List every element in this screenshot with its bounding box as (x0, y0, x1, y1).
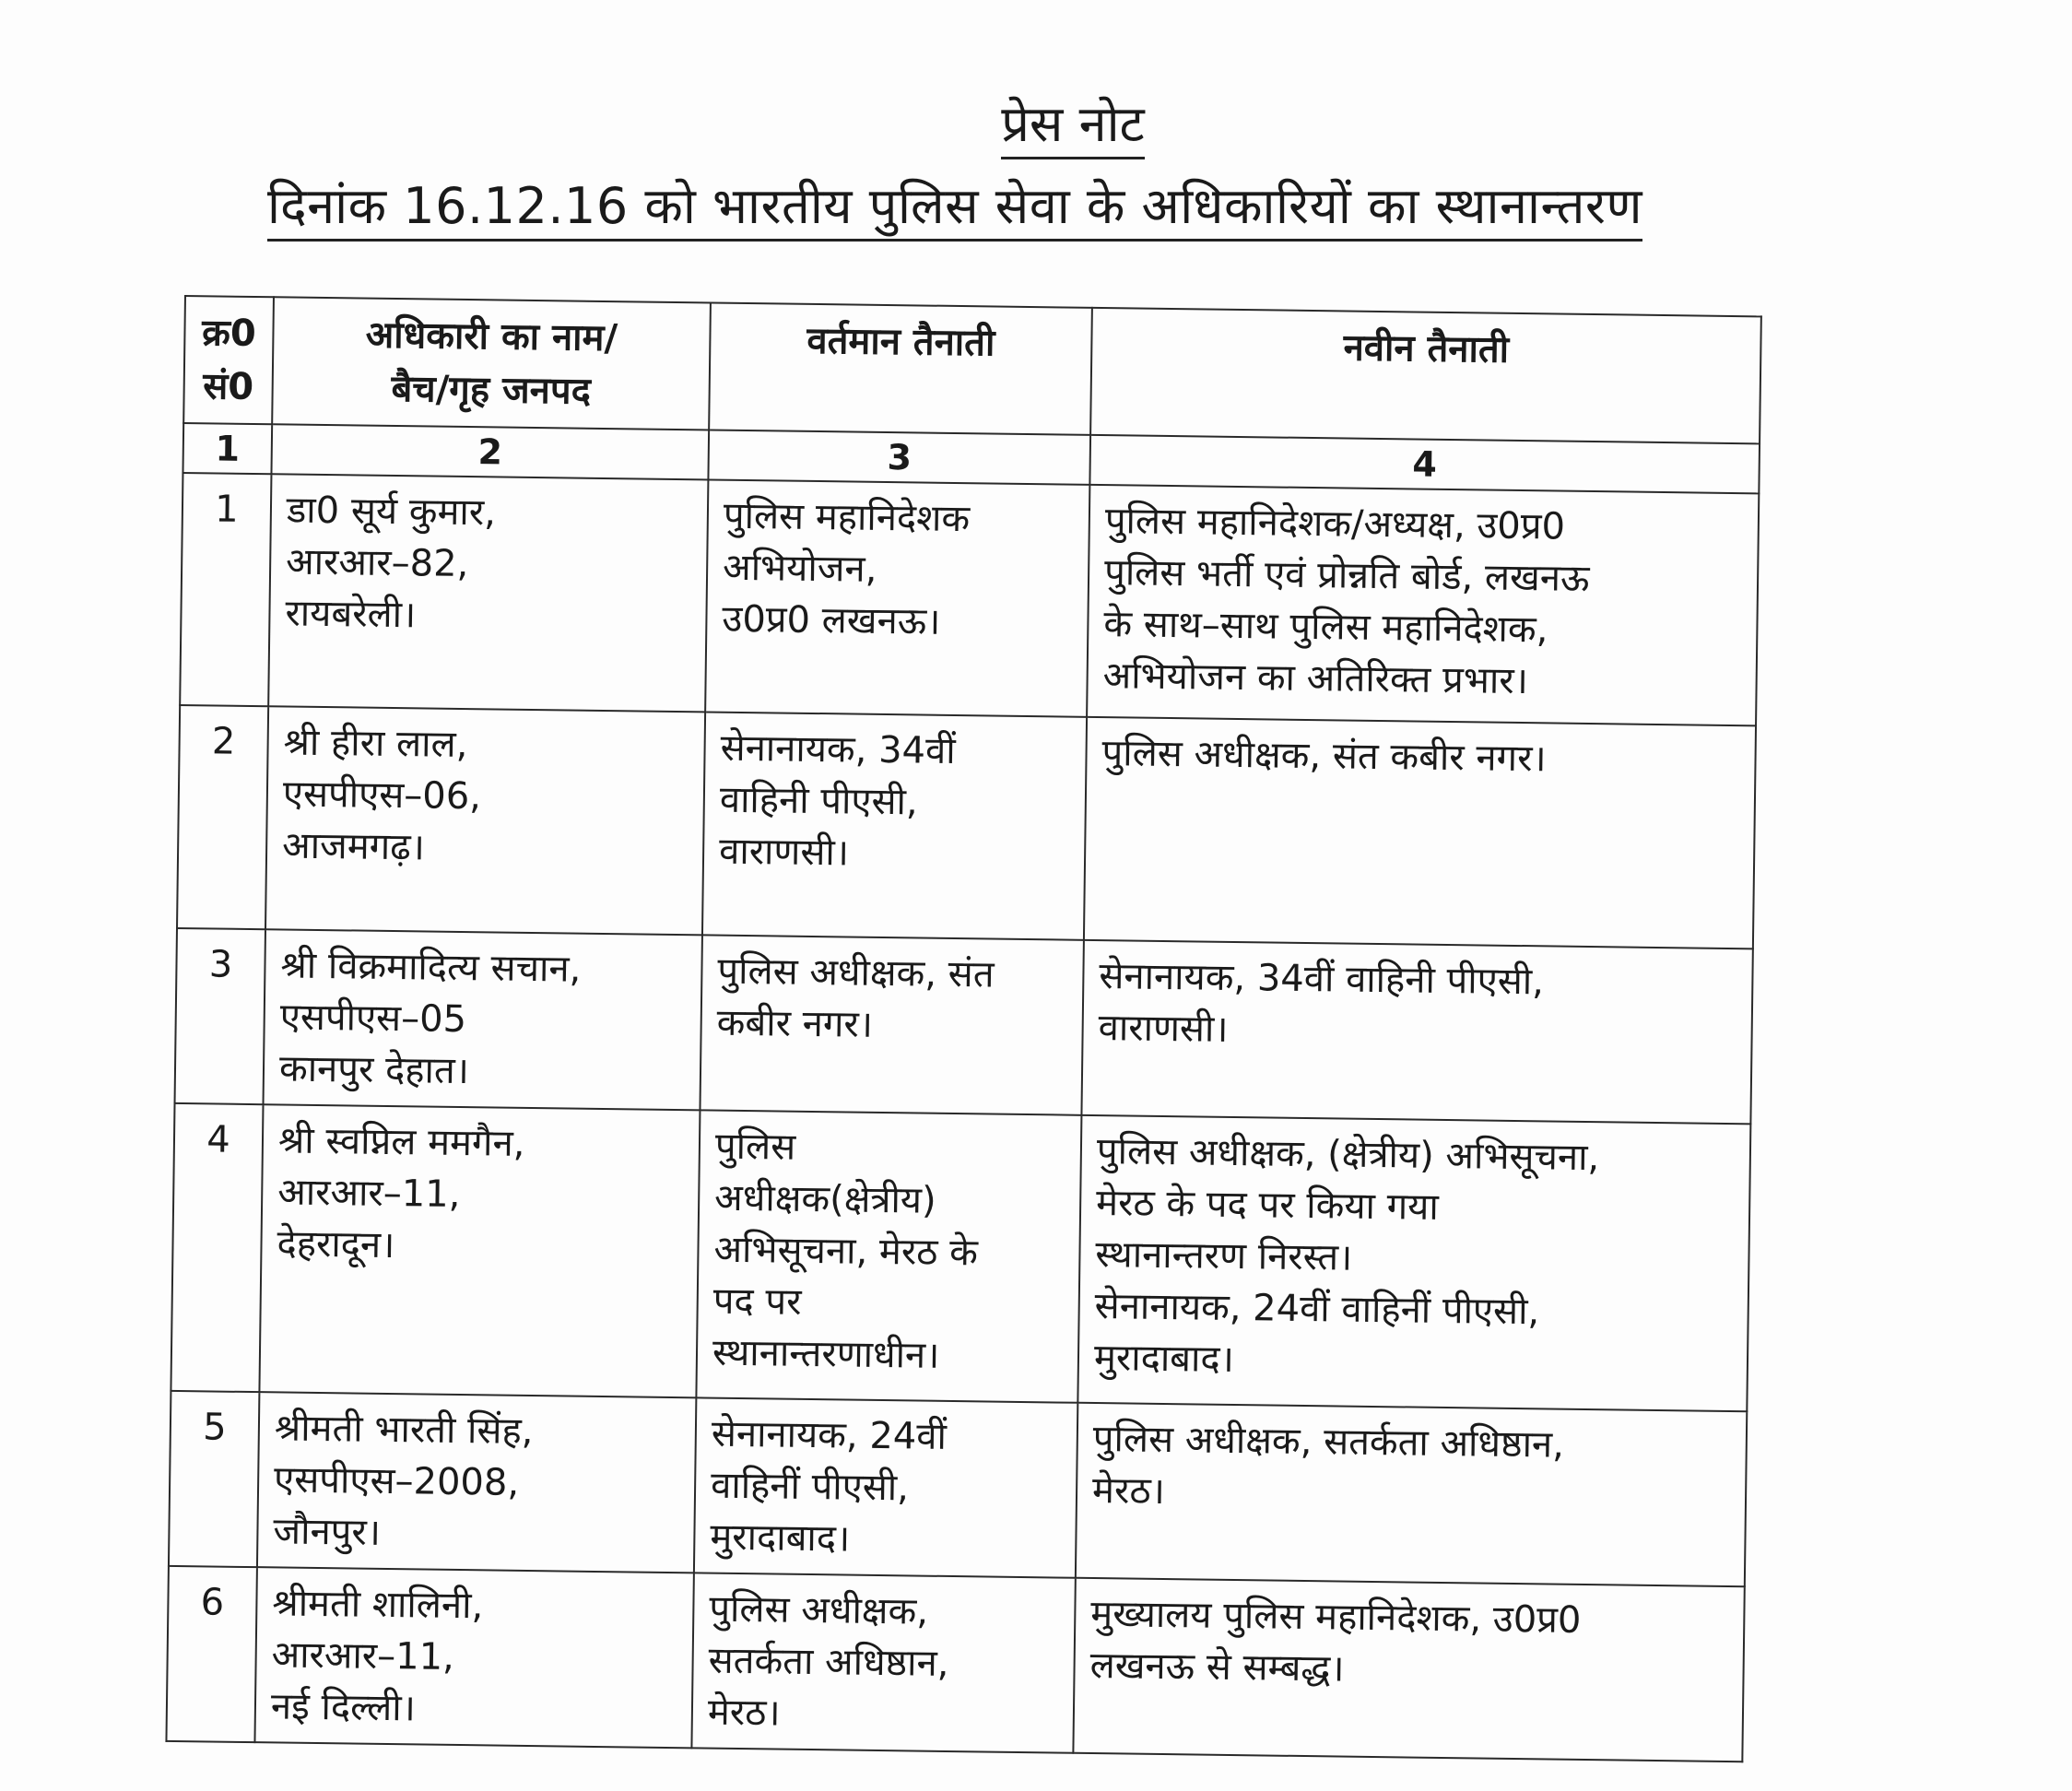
current-posting-cell-line: मेरठ। (707, 1691, 781, 1735)
column-number: 1 (182, 423, 272, 474)
serial-number-cell: 1 (180, 473, 271, 706)
page-title: प्रेस नोट (37, 92, 2072, 157)
new-posting-cell (1087, 485, 1759, 725)
officer-name-cell-line: श्री स्वप्निल ममगैन, (277, 1119, 525, 1165)
officer-name-cell-line: डा0 सूर्य कुमार, (286, 489, 497, 535)
header-officer-name: अधिकारी का नाम/ बैच/गृह जनपद (272, 297, 711, 430)
serial-number-cell: 2 (177, 705, 268, 929)
new-posting-cell-line: वाराणसी। (1098, 1007, 1229, 1051)
new-posting-cell (1073, 1578, 1744, 1762)
new-posting-cell-line: स्थानान्तरण निरस्त। (1095, 1233, 1353, 1279)
officer-name-cell-line: एसपीएस–06, (282, 772, 482, 819)
officer-name-cell (257, 1392, 696, 1573)
new-posting-cell (1076, 1403, 1747, 1586)
new-posting-cell-line: पुलिस अधीक्षक, सतर्कता अधिष्ठान, (1092, 1418, 1565, 1467)
officer-name-cell (268, 474, 708, 712)
new-posting-cell-line: अभियोजन का अतिरिक्त प्रभार। (1102, 654, 1529, 703)
table-header-row (183, 296, 1761, 443)
new-posting-cell-line: मेरठ। (1091, 1469, 1166, 1514)
current-posting-cell-line: पुलिस अधीक्षक, (709, 1587, 929, 1633)
new-posting-cell-line: मेरठ के पद पर किया गया (1095, 1182, 1440, 1229)
officer-name-cell (254, 1567, 693, 1748)
current-posting-cell-line: स्थानान्तरणाधीन। (712, 1331, 940, 1377)
new-posting-cell-line: मुरादाबाद। (1093, 1337, 1235, 1382)
officer-name-cell-line: जौनपुर। (273, 1510, 382, 1554)
current-posting-cell (705, 479, 1089, 716)
current-posting-cell-line: उ0प्र0 लखनऊ। (722, 597, 941, 643)
officer-name-cell-line: श्री हीरा लाल, (283, 721, 468, 767)
current-posting-cell-line: अभियोजन, (722, 546, 877, 591)
current-posting-cell (696, 1110, 1081, 1402)
header-serial-number: क्र0 सं0 (183, 296, 274, 424)
page-subtitle: दिनांक 16.12.16 को भारतीय पुलिस सेवा के अधिकारियों का स्थानान्तरण (0, 173, 2072, 240)
current-posting-cell-line: पद पर (712, 1279, 802, 1324)
officer-name-cell-line: आरआर–82, (285, 540, 469, 586)
current-posting-cell-line: सेनानायक, 24वीं (711, 1412, 948, 1458)
table-row (171, 1103, 1750, 1411)
table-row (177, 705, 1756, 949)
serial-number-cell: 6 (166, 1566, 256, 1742)
current-posting-cell-line: पुलिस (714, 1125, 796, 1169)
officer-name-cell-line: आजमगढ़। (281, 824, 426, 869)
table-body (166, 423, 1760, 1762)
officer-name-cell-line: श्रीमती भारती सिंह, (274, 1407, 534, 1454)
serial-number-cell: 3 (175, 928, 265, 1104)
current-posting-cell-line: वाहिनी पीएसी, (719, 778, 918, 824)
current-posting-cell-line: सतर्कता अधिष्ठान, (708, 1639, 949, 1685)
current-posting-cell-line: वाराणसी। (718, 830, 850, 875)
table-row (175, 928, 1753, 1124)
current-posting-cell-line: कबीर नगर। (716, 1001, 874, 1046)
new-posting-cell-line: सेनानायक, 24वीं वाहिनीं पीएसी, (1094, 1285, 1540, 1334)
current-posting-cell-line: अधीक्षक(क्षेत्रीय) (713, 1176, 936, 1222)
officer-name-cell-line: रायबरेली। (285, 592, 417, 637)
officer-name-cell (264, 929, 702, 1110)
column-number: 3 (708, 430, 1090, 484)
officer-name-cell-line: एसपीएस–05 (279, 996, 467, 1042)
new-posting-cell (1084, 717, 1756, 949)
new-posting-cell (1077, 1115, 1750, 1411)
new-posting-cell-line: लखनऊ से सम्बद्ध। (1089, 1644, 1345, 1691)
table-row (169, 1391, 1747, 1586)
current-posting-cell-line: अभिसूचना, मेरठ के (713, 1228, 979, 1275)
serial-number-cell: 4 (171, 1103, 263, 1392)
officer-name-cell-line: श्रीमती शालिनी, (272, 1582, 484, 1628)
header-current-posting: वर्तमान तैनाती (709, 302, 1092, 434)
officer-name-cell-line: कानपुर देहात। (278, 1047, 470, 1093)
officer-name-cell-line: आरआर–11, (277, 1171, 461, 1216)
officer-name-cell (265, 706, 705, 935)
table-row (180, 473, 1759, 725)
current-posting-cell-line: सेनानायक, 34वीं (720, 726, 956, 772)
officer-name-cell-line: श्री विक्रमादित्य सचान, (280, 944, 582, 991)
officer-name-cell (259, 1104, 700, 1397)
new-posting-cell-line: के साथ–साथ पुलिस महानिदेशक, (1103, 603, 1548, 652)
current-posting-cell (691, 1573, 1075, 1752)
officer-name-cell-line: आरआर–11, (271, 1633, 455, 1679)
table-row (166, 1566, 1744, 1762)
officer-name-cell-line: देहरादून। (277, 1222, 395, 1267)
officer-name-cell-line: नई दिल्ली। (270, 1685, 417, 1730)
current-posting-cell-line: पुलिस महानिदेशक (723, 494, 971, 541)
new-posting-cell-line: पुलिस भर्ती एवं प्रोन्नति बोर्ड, लखनऊ (1103, 551, 1590, 600)
new-posting-cell-line: पुलिस अधीक्षक, संत कबीर नगर। (1101, 732, 1547, 781)
current-posting-cell (702, 712, 1087, 939)
transfer-table (165, 295, 1761, 1762)
new-posting-cell (1081, 940, 1752, 1124)
officer-name-cell-line: एसपीएस–2008, (273, 1458, 520, 1504)
new-posting-cell-line: पुलिस महानिदेशक/अध्यक्ष, उ0प्र0 (1104, 500, 1566, 548)
new-posting-cell-line: पुलिस अधीक्षक, (क्षेत्रीय) अभिसूचना, (1096, 1130, 1600, 1180)
serial-number-cell: 5 (169, 1391, 259, 1567)
header-new-posting: नवीन तैनाती (1090, 308, 1761, 443)
current-posting-cell-line: पुलिस अधीक्षक, संत (717, 949, 995, 996)
column-number: 2 (271, 424, 709, 479)
current-posting-cell-line: वाहिनीं पीएसी, (710, 1464, 910, 1510)
current-posting-cell (700, 935, 1083, 1114)
column-number: 4 (1089, 435, 1760, 493)
new-posting-cell-line: सेनानायक, 34वीं वाहिनी पीएसी, (1099, 955, 1545, 1004)
new-posting-cell-line: मुख्यालय पुलिस महानिदेशक, उ0प्र0 (1090, 1592, 1582, 1642)
current-posting-cell-line: मुरादाबाद। (710, 1515, 851, 1561)
current-posting-cell (694, 1397, 1077, 1577)
